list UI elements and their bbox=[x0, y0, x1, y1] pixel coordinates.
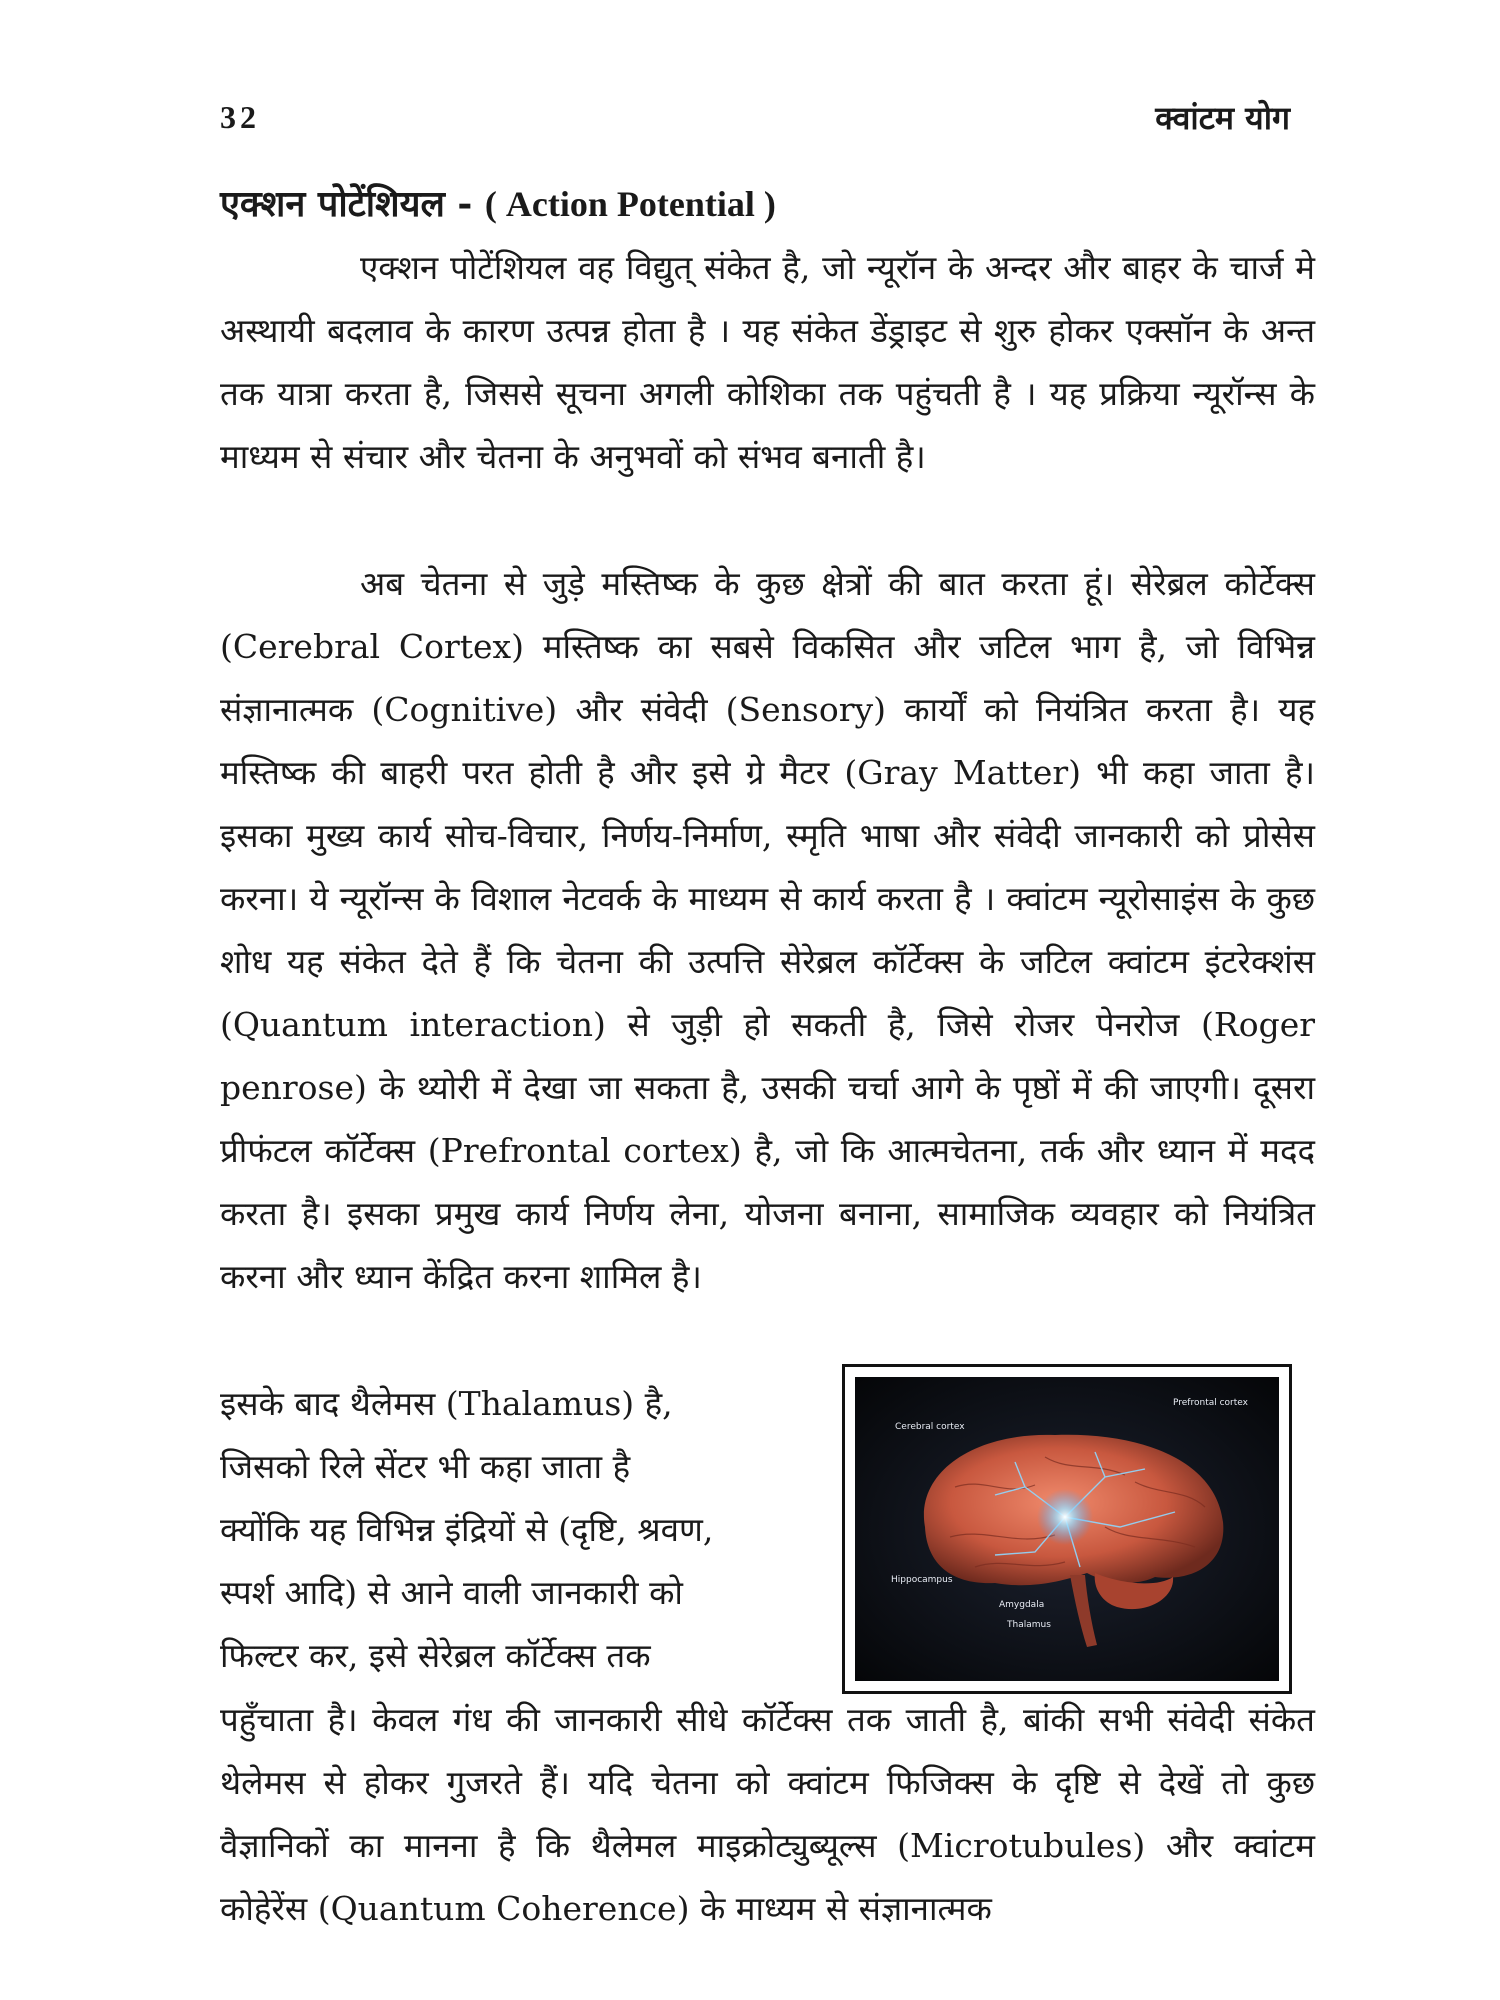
signal-glow bbox=[1037, 1489, 1093, 1545]
text-line: क्योंकि यह विभिन्न इंद्रियों से (दृष्टि, श्रवण, bbox=[220, 1510, 714, 1549]
brain-illustration bbox=[855, 1377, 1279, 1681]
paragraph-cerebral-cortex: अब चेतना से जुड़े मस्तिष्क के कुछ क्षेत्रों की बात करता हूं। सेरेब्रल कोर्टेक्स (Cerebral Cortex) मस्तिष्क का सबसे विकसित और जटिल भाग है, जो विभिन्न संज्ञानात्मक (Cognitive) और संवेदी (Sensory) कार्यों को नियंत्रित करता है। यह मस्तिष्क की बाहरी परत होती है और इसे ग्रे मैटर (Gray Matter) भी कहा जाता है। इसका मुख्य कार्य सोच-विचार, निर्णय-निर्माण, स्मृति भाषा और संवेदी जानकारी को प्रोसेस करना। ये न्यूरॉन्स के विशाल नेटवर्क के माध्यम से कार्य करता है । क्वांटम न्यूरोसाइंस के कुछ शोध यह संकेत देते हैं कि चेतना की उत्पत्ति सेरेब्रल कॉर्टेक्स के जटिल क्वांटम इंटरेक्शंस (Quantum interaction) से जुड़ी हो सकती है, जिसे रोजर पेनरोज (Roger penrose) के थ्योरी में देखा जा सकता है, उसकी चर्चा आगे के पृष्ठों में की जाएगी। दूसरा प्रीफंटल कॉर्टेक्स (Prefrontal cortex) है, जो कि आत्मचेतना, तर्क और ध्यान में मदद करता है। इसका प्रमुख कार्य निर्णय लेना, योजना बनाना, सामाजिक व्यवहार को नियंत्रित करना और ध्यान केंद्रित करना शामिल है। bbox=[220, 564, 1315, 1296]
section-heading-hindi: एक्शन पोटेंशियल - bbox=[220, 183, 485, 225]
label-prefrontal-cortex: Prefrontal cortex bbox=[1173, 1398, 1248, 1408]
label-hippocampus: Hippocampus bbox=[891, 1575, 953, 1585]
label-amygdala: Amygdala bbox=[999, 1600, 1045, 1610]
paragraph-action-potential: एक्शन पोटेंशियल वह विद्युत् संकेत है, जो न्यूरॉन के अन्दर और बाहर के चार्ज मे अस्थायी बदलाव के कारण उत्पन्न होता है । यह संकेत डेंड्राइट से शुरु होकर एक्सॉन के अन्त तक यात्रा करता है, जिससे सूचना अगली कोशिका तक पहुंचती है । यह प्रक्रिया न्यूरॉन्स के माध्यम से संचार और चेतना के अनुभवों को संभव बनाती है। bbox=[220, 248, 1315, 476]
label-thalamus: Thalamus bbox=[1007, 1620, 1051, 1630]
paragraph-thalamus-continued: पहुँचाता है। केवल गंध की जानकारी सीधे कॉर्टेक्स तक जाती है, बांकी सभी संवेदी संकेत थेलेमस से होकर गुजरते हैं। यदि चेतना को क्वांटम फिजिक्स के दृष्टि से देखें तो कुछ वैज्ञानिकों का मानना है कि थैलेमल माइक्रोट्युब्यूल्स (Microtubules) और क्वांटम कोहेरेंस (Quantum Coherence) के माध्यम से संज्ञानात्मक bbox=[220, 1700, 1315, 1928]
text-line: जिसको रिले सेंटर भी कहा जाता है bbox=[220, 1447, 631, 1486]
section-heading-english: ( Action Potential ) bbox=[484, 184, 776, 224]
label-cerebral-cortex: Cerebral cortex bbox=[895, 1422, 965, 1432]
text-line: स्पर्श आदि) से आने वाली जानकारी को bbox=[220, 1573, 683, 1612]
paragraph-thalamus bbox=[220, 1372, 835, 1687]
page-header bbox=[220, 92, 1290, 142]
running-title: क्वांटम योग bbox=[1155, 98, 1290, 137]
text-line: इसके बाद थैलेमस (Thalamus) है, bbox=[220, 1384, 673, 1423]
page-number: 32 bbox=[220, 98, 260, 135]
text-line: फिल्टर कर, इसे सेरेब्रल कॉर्टेक्स तक bbox=[220, 1636, 651, 1675]
section-heading bbox=[220, 178, 776, 227]
brain-figure bbox=[842, 1364, 1292, 1694]
